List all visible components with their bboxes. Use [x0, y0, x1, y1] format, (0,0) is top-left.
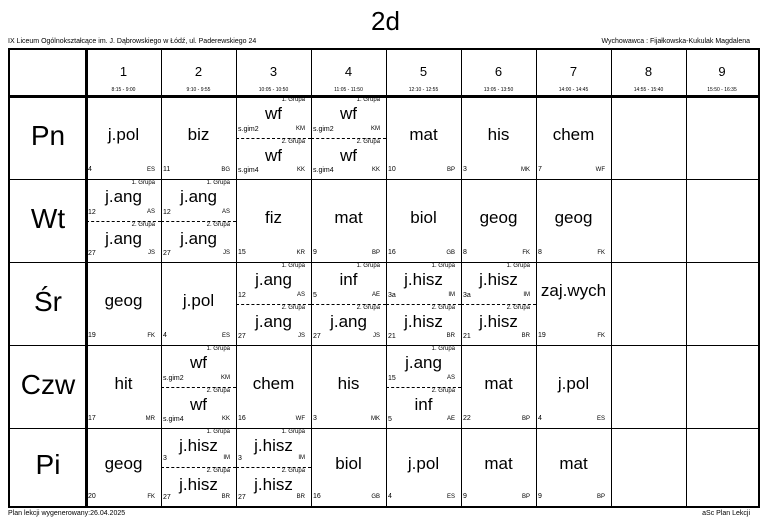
period-header [611, 50, 686, 96]
lesson-cell [86, 428, 161, 506]
subject-name: wf [265, 104, 282, 123]
teacher-code: FK [597, 250, 605, 256]
subject-name: j.ang [105, 187, 142, 206]
subject-name: mat [484, 373, 513, 393]
room-number: 4 [88, 166, 92, 173]
group-label: 1. Grupa [356, 97, 380, 103]
room-number: 27 [238, 333, 246, 340]
group-label: 1. Grupa [506, 263, 530, 269]
room-number: s.gim4 [313, 167, 334, 174]
lesson-cell [461, 345, 536, 428]
school-name: IX Liceum Ogólnokształcące im. J. Dąbrowskiego w Łódź, ul. Paderewskiego 24 [8, 38, 257, 45]
lesson-cell [86, 179, 161, 262]
lesson-cell [161, 179, 236, 262]
day-name: Wt [30, 202, 66, 234]
subject-name: wf [190, 353, 207, 372]
room-number: 22 [463, 415, 471, 422]
teacher-code: KK [296, 167, 305, 173]
teacher-code: AS [296, 291, 305, 298]
group-label: 1. Grupa [206, 180, 230, 186]
column-divider [686, 50, 687, 506]
period-number: 1 [119, 64, 128, 79]
teacher-code: BP [446, 167, 455, 173]
room-number: 11 [163, 166, 171, 173]
subject-name: j.ang [255, 270, 292, 289]
day-name: Pn [30, 119, 66, 151]
lesson-cell [386, 262, 461, 345]
day-name: Pi [35, 449, 61, 480]
subject-name: chem [552, 124, 595, 144]
group-label: 2. Grupa [431, 304, 455, 311]
room-number: 19 [538, 332, 546, 339]
room-number: 3a [388, 291, 396, 299]
teacher-code: KM [371, 125, 380, 132]
timetable-grid [8, 48, 760, 508]
group-separator [386, 304, 461, 305]
day-label [10, 262, 86, 345]
room-number: 21 [388, 333, 396, 340]
subject-name: wf [265, 145, 282, 165]
lesson-cell [536, 345, 611, 428]
room-number: 9 [463, 493, 467, 500]
room-number: 8 [463, 249, 467, 256]
lesson-cell [536, 262, 611, 345]
lesson-cell [386, 345, 461, 428]
teacher-code: ES [596, 416, 605, 422]
period-time: 15:50 - 16:35 [707, 87, 737, 93]
teacher-code: AS [146, 208, 155, 215]
teacher-code: KM [221, 374, 230, 381]
subject-name: j.hisz [404, 311, 443, 331]
lesson-cell [311, 345, 386, 428]
lesson-cell [536, 428, 611, 506]
period-number: 5 [419, 64, 428, 79]
lesson-cell [236, 179, 311, 262]
teacher-code: MR [145, 416, 155, 422]
subject-name: biol [335, 454, 362, 473]
teacher-code: IM [523, 291, 530, 298]
period-time: 9:10 - 9:55 [186, 87, 211, 93]
teacher-code: KM [296, 125, 305, 132]
period-number: 7 [569, 64, 578, 79]
lesson-cell [311, 179, 386, 262]
subject-name: geog [554, 207, 593, 227]
subject-name: chem [252, 373, 295, 393]
lesson-cell [386, 96, 461, 179]
period-time: 14:55 - 15:40 [633, 87, 664, 93]
room-number: 9 [538, 493, 542, 500]
lesson-cell [536, 179, 611, 262]
subject-name: wf [340, 145, 357, 165]
room-number: 5 [388, 416, 392, 423]
lesson-cell [461, 428, 536, 506]
period-header [461, 50, 536, 96]
subject-name: j.hisz [479, 311, 518, 331]
group-label: 2. Grupa [506, 304, 530, 311]
room-number: s.gim2 [163, 374, 184, 382]
group-separator [461, 304, 536, 305]
class-title: 2d [371, 6, 400, 36]
subject-name: j.ang [255, 311, 292, 331]
period-time: 11:05 - 11:50 [334, 87, 363, 93]
group-separator [386, 387, 461, 388]
teacher-code: BR [221, 494, 230, 500]
lesson-cell [536, 96, 611, 179]
group-label: 1. Grupa [281, 97, 305, 103]
lesson-cell [236, 262, 311, 345]
room-number: 5 [313, 291, 317, 299]
room-number: 3 [463, 166, 467, 173]
period-number: 6 [494, 64, 503, 79]
lesson-cell [461, 96, 536, 179]
lesson-cell [311, 96, 386, 179]
room-number: 16 [313, 493, 321, 500]
teacher-code: AS [221, 208, 230, 215]
subject-name: j.ang [105, 228, 142, 248]
group-separator [161, 221, 236, 222]
period-header [686, 50, 758, 96]
period-time: 8:15 - 9:00 [111, 87, 136, 93]
period-number: 8 [644, 64, 653, 79]
day-name: Śr [34, 285, 62, 317]
room-number: 3 [313, 415, 317, 422]
teacher-code: BP [521, 416, 530, 422]
lesson-cell [311, 262, 386, 345]
teacher-code: JS [222, 250, 230, 256]
day-label [10, 428, 86, 506]
subject-name: j.hisz [179, 436, 218, 455]
room-number: 27 [238, 494, 246, 501]
room-number: 16 [388, 249, 396, 256]
teacher-code: WF [295, 416, 305, 422]
room-number: 27 [313, 333, 321, 340]
teacher-code: JS [297, 333, 305, 339]
room-number: 27 [163, 494, 171, 501]
generated-date: Plan lekcji wygenerowany:26.04.2025 [8, 510, 126, 517]
subject-name: mat [484, 454, 513, 473]
lesson-cell [461, 179, 536, 262]
group-label: 1. Grupa [206, 346, 230, 352]
room-number: 4 [538, 415, 542, 422]
subject-name: geog [104, 454, 143, 473]
teacher-code: BG [221, 167, 230, 173]
lesson-cell [161, 262, 236, 345]
room-number: 4 [163, 332, 167, 339]
room-number: 20 [88, 493, 96, 500]
teacher-code: MK [371, 416, 380, 422]
subject-name: j.pol [557, 373, 590, 393]
teacher-code: KR [296, 250, 305, 256]
period-header [536, 50, 611, 96]
lesson-cell [86, 262, 161, 345]
teacher-code: FK [147, 333, 155, 339]
subject-name: mat [559, 454, 588, 473]
group-label: 1. Grupa [356, 263, 380, 269]
room-number: 17 [88, 415, 96, 422]
subject-name: j.hisz [179, 475, 218, 494]
subject-name: mat [409, 124, 438, 144]
teacher-code: WF [595, 167, 605, 173]
period-time: 12:10 - 12:55 [408, 87, 439, 93]
period-header [86, 50, 161, 96]
group-label: 2. Grupa [356, 304, 380, 311]
room-number: 16 [238, 415, 246, 422]
teacher-code: KK [371, 167, 380, 173]
group-label: 2. Grupa [206, 468, 230, 474]
group-label: 2. Grupa [206, 221, 230, 228]
subject-name: geog [104, 290, 143, 310]
day-label [10, 96, 86, 179]
room-number: 3 [238, 455, 242, 462]
subject-name: biol [410, 207, 437, 227]
lesson-cell [236, 96, 311, 179]
teacher-code: AE [446, 416, 455, 422]
room-number: 3 [163, 455, 167, 462]
teacher-code: BR [296, 494, 305, 500]
period-number: 9 [718, 64, 726, 79]
room-number: 27 [163, 250, 171, 257]
subject-name: his [487, 124, 510, 144]
period-number: 2 [194, 64, 203, 79]
group-separator [161, 467, 236, 468]
group-separator [161, 387, 236, 388]
group-separator [236, 304, 311, 305]
group-label: 2. Grupa [206, 387, 230, 394]
lesson-cell [236, 428, 311, 506]
period-header [311, 50, 386, 96]
room-number: 3a [463, 291, 471, 299]
subject-name: mat [334, 207, 363, 227]
day-label [10, 179, 86, 262]
period-header [161, 50, 236, 96]
room-number: 21 [463, 333, 471, 340]
teacher-code: IM [298, 455, 305, 461]
teacher-code: BR [446, 333, 455, 339]
teacher-code: FK [597, 333, 605, 339]
subject-name: geog [479, 207, 518, 227]
lesson-cell [461, 262, 536, 345]
subject-name: zaj.wych [540, 280, 607, 300]
period-header [386, 50, 461, 96]
teacher-code: BR [521, 333, 530, 339]
subject-name: j.ang [180, 187, 217, 206]
room-number: 15 [388, 374, 396, 382]
room-number: 7 [538, 166, 542, 173]
lesson-cell [86, 96, 161, 179]
room-number: s.gim4 [238, 167, 259, 174]
period-time: 13:05 - 13:50 [483, 87, 514, 93]
lesson-cell [161, 345, 236, 428]
room-number: s.gim2 [238, 125, 259, 133]
subject-name: wf [340, 104, 357, 123]
subject-name: j.hisz [254, 475, 293, 494]
day-name: Czw [20, 368, 76, 400]
room-number: 27 [88, 250, 96, 257]
group-separator [236, 138, 311, 139]
group-label: 2. Grupa [281, 468, 305, 474]
teacher-code: IM [223, 455, 230, 461]
group-label: 1. Grupa [281, 429, 305, 435]
subject-name: j.hisz [404, 270, 443, 289]
subject-name: j.hisz [479, 270, 518, 289]
group-label: 2. Grupa [131, 221, 155, 228]
period-number: 3 [269, 64, 278, 79]
lesson-cell [161, 428, 236, 506]
group-label: 2. Grupa [431, 387, 455, 394]
group-separator [236, 467, 311, 468]
period-time: 10:05 - 10:50 [258, 87, 289, 93]
software-credit: aSc Plan Lekcji [702, 510, 750, 517]
room-number: 4 [388, 493, 392, 500]
lesson-cell [161, 96, 236, 179]
day-label [10, 345, 86, 428]
subject-name: biz [187, 124, 210, 144]
teacher-code: JS [147, 250, 155, 256]
lesson-cell [86, 345, 161, 428]
teacher-code: ES [146, 167, 155, 173]
teacher-code: IM [448, 291, 455, 298]
subject-name: inf [414, 394, 433, 414]
teacher-code: FK [147, 494, 155, 500]
subject-name: his [337, 373, 360, 393]
group-separator [86, 221, 161, 222]
teacher-code: AS [446, 374, 455, 381]
lesson-cell [386, 428, 461, 506]
subject-name: j.pol [407, 454, 440, 473]
subject-name: j.pol [107, 124, 140, 144]
subject-name: j.ang [405, 353, 442, 372]
group-label: 1. Grupa [281, 263, 305, 269]
room-number: 10 [388, 166, 396, 173]
group-label: 1. Grupa [131, 180, 155, 186]
teacher-code: BP [371, 250, 380, 256]
room-number: 8 [538, 249, 542, 256]
room-number: 12 [238, 291, 246, 299]
subject-name: wf [190, 394, 207, 414]
group-label: 2. Grupa [281, 304, 305, 311]
group-label: 1. Grupa [206, 429, 230, 435]
group-label: 2. Grupa [281, 138, 305, 145]
room-number: s.gim2 [313, 125, 334, 133]
room-number: 19 [88, 332, 96, 339]
teacher-code: GB [371, 494, 380, 500]
teacher-code: GB [446, 250, 455, 256]
subject-name: inf [339, 270, 358, 289]
period-header [236, 50, 311, 96]
subject-name: hit [114, 373, 133, 393]
period-number: 4 [344, 64, 353, 79]
teacher-code: FK [522, 250, 530, 256]
group-label: 1. Grupa [431, 263, 455, 269]
lesson-cell [386, 179, 461, 262]
teacher-code: ES [221, 333, 230, 339]
group-separator [311, 138, 386, 139]
room-number: 9 [313, 249, 317, 256]
room-number: 12 [163, 208, 171, 216]
teacher-code: ES [446, 494, 455, 500]
homeroom-teacher: Wychowawca : Fijałkowska-Kukulak Magdalena [601, 38, 750, 45]
room-number: 15 [238, 249, 246, 256]
room-number: 12 [88, 208, 96, 216]
period-time: 14:00 - 14:45 [558, 87, 589, 93]
teacher-code: BP [596, 494, 605, 500]
teacher-code: BP [521, 494, 530, 500]
subject-name: fiz [265, 207, 282, 227]
teacher-code: MK [521, 167, 530, 173]
lesson-cell [311, 428, 386, 506]
group-separator [311, 304, 386, 305]
room-number: s.gim4 [163, 416, 184, 423]
group-label: 1. Grupa [431, 346, 455, 352]
subject-name: j.ang [180, 228, 217, 248]
lesson-cell [236, 345, 311, 428]
teacher-code: AE [371, 291, 380, 298]
subject-name: j.pol [182, 290, 215, 310]
teacher-code: JS [372, 333, 380, 339]
teacher-code: KK [221, 416, 230, 422]
group-label: 2. Grupa [356, 138, 380, 145]
subject-name: j.ang [330, 311, 367, 331]
subject-name: j.hisz [254, 436, 293, 455]
column-divider [611, 50, 612, 506]
